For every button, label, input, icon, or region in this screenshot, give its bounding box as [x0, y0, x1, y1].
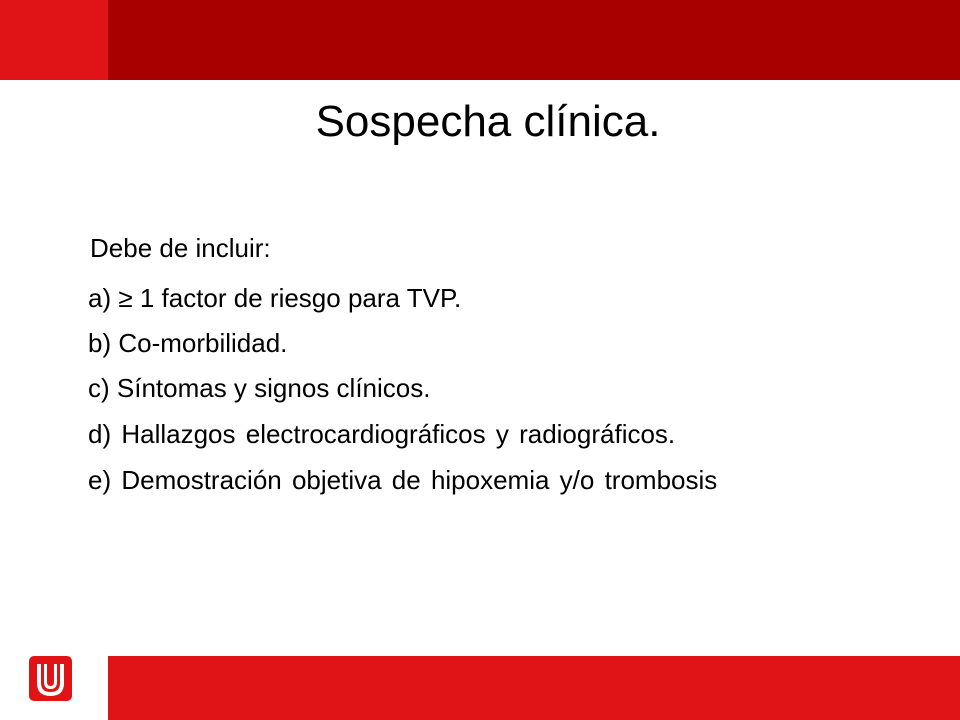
list-item-c: c) Síntomas y signos clínicos. [88, 373, 431, 403]
intro-text: Debe de incluir: [90, 233, 271, 263]
list-item-d: d) Hallazgos electrocardiográficos y radiográficos. [88, 419, 676, 449]
list-item-b: b) Co-morbilidad. [88, 328, 288, 358]
slide-title: Sospecha clínica. [315, 97, 661, 146]
top-accent-bar-left [0, 0, 108, 80]
list-item-a: a) ≥ 1 factor de riesgo para TVP. [88, 283, 462, 313]
university-logo-icon [29, 656, 72, 701]
top-accent-bar-right [108, 0, 960, 80]
list-item-e: e) Demostración objetiva de hipoxemia y/o trombosis [88, 465, 718, 495]
bottom-accent-bar [108, 656, 960, 720]
